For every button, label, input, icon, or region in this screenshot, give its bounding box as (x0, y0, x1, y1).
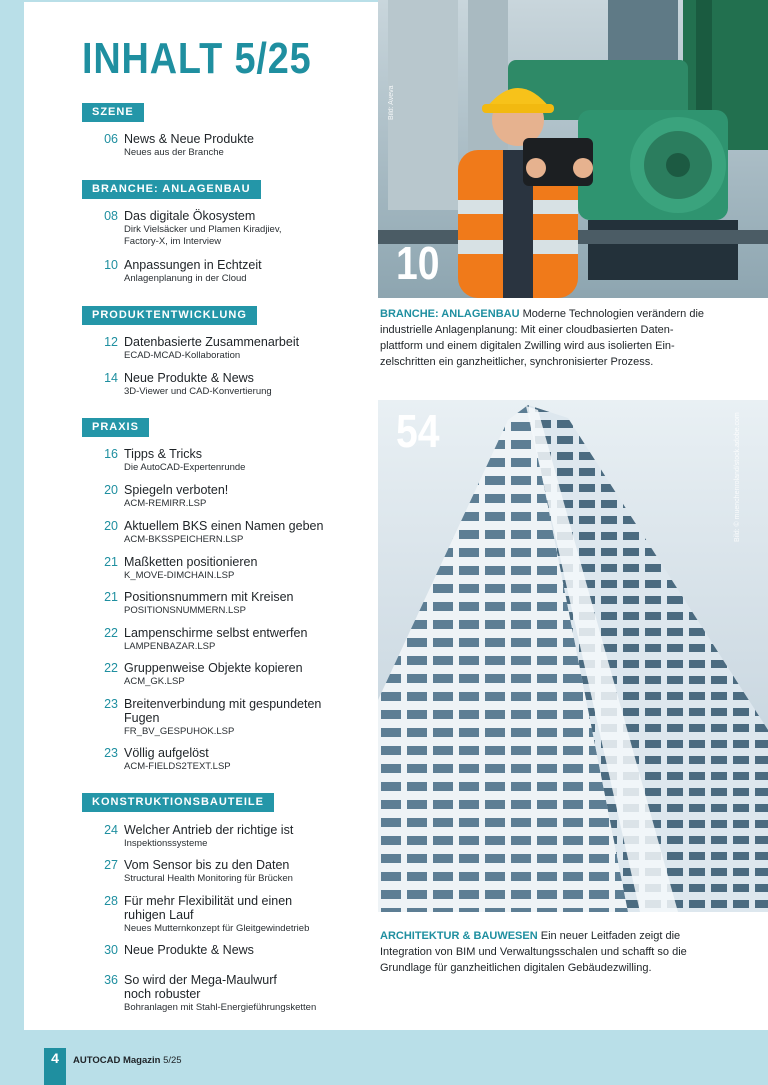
toc-entry-title: Lampenschirme selbst entwerfen (124, 626, 308, 640)
toc-page-number: 20 (104, 519, 118, 533)
feature-photo-anlagenbau[interactable] (378, 0, 768, 298)
toc-entry-title: Anpassungen in Echtzeit (124, 258, 262, 272)
toc-entry[interactable] (82, 335, 352, 362)
section-header-praxis: PRAXIS (82, 418, 149, 437)
toc-entry[interactable] (82, 483, 352, 510)
section-header-branche: BRANCHE: ANLAGENBAU (82, 180, 261, 199)
toc-page-number: 36 (104, 973, 118, 987)
toc-entry-title-line2: ruhigen Lauf (124, 908, 194, 922)
toc-entry-title: So wird der Mega-Maulwurf (124, 973, 277, 987)
toc-page-number: 21 (104, 590, 118, 604)
toc-entry-subtitle: ACM_GK.LSP (124, 676, 185, 687)
caption-line3: Grundlage für ganzheitlichen digitalen Gebäudezwilling. (380, 962, 652, 974)
toc-entry-subtitle: Bohranlagen mit Stahl-Energieführungsketten (124, 1002, 317, 1013)
toc-page-number: 23 (104, 697, 118, 711)
toc-entry-title: Neue Produkte & News (124, 371, 254, 385)
toc-entry[interactable] (82, 209, 352, 248)
toc-entry[interactable] (82, 555, 352, 582)
toc-entry[interactable] (82, 894, 352, 935)
toc-entry-subtitle: Anlagenplanung in der Cloud (124, 273, 247, 284)
toc-entry-subtitle: 3D-Viewer und CAD-Konvertierung (124, 386, 272, 397)
toc-entry-title: Völlig aufgelöst (124, 746, 209, 760)
toc-entry-title: Gruppenweise Objekte kopieren (124, 661, 303, 675)
toc-entry[interactable] (82, 823, 352, 850)
toc-entry-title: Für mehr Flexibilität und einen (124, 894, 293, 908)
toc-page-number: 27 (104, 858, 118, 872)
magazine-issue: 5/25 (160, 1055, 182, 1066)
toc-entry[interactable] (82, 661, 352, 688)
toc-entry-subtitle: Neues Mutternkonzept für Gleitgewindetrieb (124, 923, 310, 934)
page-frame-left (0, 0, 24, 1085)
toc-entry[interactable] (82, 132, 352, 159)
toc-page-number: 21 (104, 555, 118, 569)
toc-entry[interactable] (82, 371, 352, 398)
toc-entry[interactable] (82, 590, 352, 617)
toc-entry-title: Welcher Antrieb der richtige ist (124, 823, 294, 837)
caption-line3: plattform und einem digitalen Zwilling wird aus isolierten Ein- (380, 340, 675, 352)
toc-entry-subtitle: ECAD-MCAD-Kollaboration (124, 350, 241, 361)
toc-page-number: 12 (104, 335, 118, 349)
feature-page-number: 10 (396, 237, 440, 289)
photo-credit: Bild: © muenchenroland/stock.adobe.com (734, 412, 741, 542)
toc-page-number: 16 (104, 447, 118, 461)
page-number: 4 (51, 1050, 59, 1066)
toc-entry-subtitle: ACM-REMIRR.LSP (124, 498, 207, 509)
toc-entry-title: Breitenverbindung mit gespundeten (124, 697, 322, 711)
toc-entry[interactable] (82, 447, 352, 474)
toc-page-number: 22 (104, 626, 118, 640)
caption-line1: Moderne Technologien verändern die (519, 308, 705, 320)
toc-entry[interactable] (82, 746, 352, 773)
toc-entry-title-line2: Fugen (124, 711, 160, 725)
page-frame-top (0, 0, 378, 2)
toc-page-number: 23 (104, 746, 118, 760)
toc-entry-subtitle: Inspektionssysteme (124, 838, 208, 849)
toc-page-number: 10 (104, 258, 118, 272)
toc-page-number: 22 (104, 661, 118, 675)
caption-line1: Ein neuer Leitfaden zeigt die (537, 930, 681, 942)
feature-photo-architektur[interactable] (378, 400, 768, 912)
toc-entry-subtitle: LAMPENBAZAR.LSP (124, 641, 216, 652)
toc-page-number: 06 (104, 132, 118, 146)
caption-label: BRANCHE: ANLAGENBAU (380, 308, 520, 320)
toc-entry-subtitle-line2: Factory-X, im Interview (124, 236, 222, 247)
toc-entry-subtitle: FR_BV_GESPUHOK.LSP (124, 726, 235, 737)
toc-page-number: 14 (104, 371, 118, 385)
feature-page-number: 54 (396, 405, 440, 457)
toc-entry[interactable] (82, 943, 352, 957)
toc-entry-title: Spiegeln verboten! (124, 483, 229, 497)
toc-entry[interactable] (82, 626, 352, 653)
toc-entry-subtitle: Structural Health Monitoring für Brücken (124, 873, 293, 884)
feature-caption-anlagenbau (380, 306, 740, 370)
toc-page-number: 24 (104, 823, 118, 837)
toc-entry-title: Neue Produkte & News (124, 943, 254, 957)
caption-label: ARCHITEKTUR & BAUWESEN (380, 930, 538, 942)
toc-entry-subtitle: Die AutoCAD-Expertenrunde (124, 462, 246, 473)
toc-entry-title: News & Neue Produkte (124, 132, 254, 146)
caption-line2: Integration von BIM und Verwaltungsschalen und schafft so die (380, 946, 687, 958)
feature-caption-architektur (380, 928, 740, 976)
caption-line2: industrielle Anlagenplanung: Mit einer cloudbasierten Daten- (380, 324, 674, 336)
toc-entry[interactable] (82, 973, 352, 1014)
toc-entry-title: Positionsnummern mit Kreisen (124, 590, 294, 604)
caption-line4: zelschritten ein ganzheitlicher, synchronisierter Prozess. (380, 356, 654, 368)
magazine-name (73, 1055, 182, 1066)
toc-entry-title: Vom Sensor bis zu den Daten (124, 858, 290, 872)
magazine-title: AUTOCAD Magazin (73, 1055, 161, 1066)
toc-entry[interactable] (82, 258, 352, 285)
toc-entry-subtitle: ACM-BKSSPEICHERN.LSP (124, 534, 244, 545)
skyscraper-illustration (378, 400, 768, 912)
toc-page-number: 30 (104, 943, 118, 957)
toc-entry-title: Tipps & Tricks (124, 447, 203, 461)
photo-credit: Bild: Aveva (388, 85, 395, 120)
toc-entry[interactable] (82, 697, 352, 738)
toc-entry-subtitle: ACM-FIELDS2TEXT.LSP (124, 761, 231, 772)
toc-page-number: 28 (104, 894, 118, 908)
toc-entry[interactable] (82, 519, 352, 546)
page-title: INHALT 5/25 (82, 34, 312, 83)
toc-entry-subtitle: Neues aus der Branche (124, 147, 224, 158)
toc-entry-subtitle: POSITIONSNUMMERN.LSP (124, 605, 246, 616)
section-header-szene: SZENE (82, 103, 144, 122)
toc-page-number: 20 (104, 483, 118, 497)
toc-page-number: 08 (104, 209, 118, 223)
toc-entry-subtitle: K_MOVE-DIMCHAIN.LSP (124, 570, 235, 581)
section-header-produktentwicklung: PRODUKTENTWICKLUNG (82, 306, 257, 325)
toc-entry-title: Datenbasierte Zusammenarbeit (124, 335, 300, 349)
toc-entry-subtitle: Dirk Vielsäcker und Plamen Kiradjiev, (124, 224, 282, 235)
section-header-konstruktion: KONSTRUKTIONSBAUTEILE (82, 793, 274, 812)
toc-entry-title: Aktuellem BKS einen Namen geben (124, 519, 324, 533)
toc-entry-title: Maßketten positionieren (124, 555, 258, 569)
toc-entry-title: Das digitale Ökosystem (124, 209, 256, 223)
toc-entry-title-line2: noch robuster (124, 987, 201, 1001)
toc-entry[interactable] (82, 858, 352, 885)
